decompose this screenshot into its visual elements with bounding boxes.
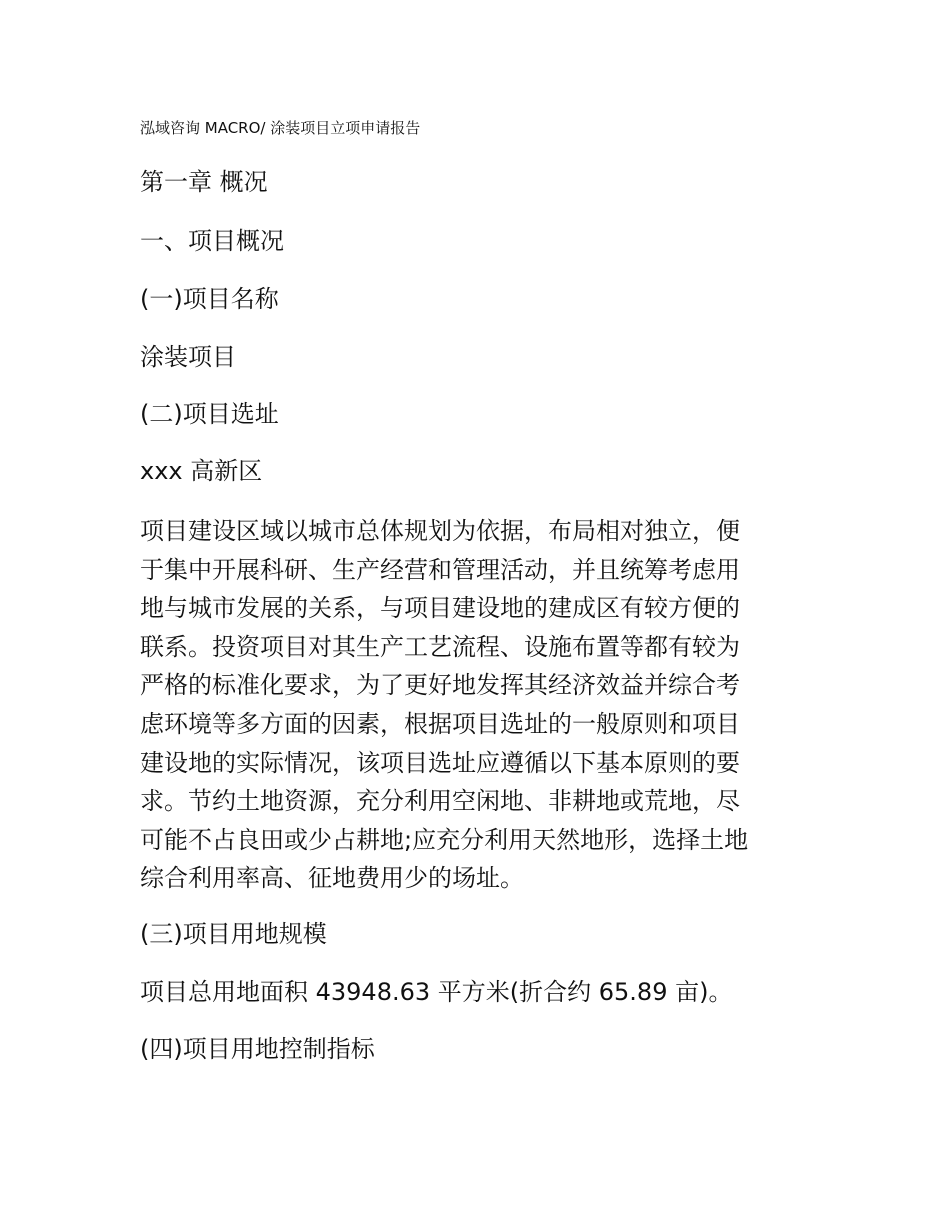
section-title: 一、项目概况 <box>140 227 284 255</box>
paragraph-line: 求。节约土地资源，充分利用空闲地、非耕地或荒地，尽 <box>140 787 740 816</box>
paragraph-line: 于集中开展科研、生产经营和管理活动，并且统筹考虑用 <box>140 555 740 584</box>
paragraph-line: 联系。投资项目对其生产工艺流程、设施布置等都有较为 <box>140 632 740 661</box>
subsection-heading-land-scale: (三)项目用地规模 <box>140 920 327 948</box>
paragraph-line: 地与城市发展的关系，与项目建设地的建成区有较方便的 <box>140 594 740 623</box>
location-paragraph <box>140 512 812 898</box>
subsection-heading-name: (一)项目名称 <box>140 285 279 313</box>
paragraph-line: 建设地的实际情况，该项目选址应遵循以下基本原则的要 <box>140 748 740 777</box>
paragraph-line: 严格的标准化要求，为了更好地发挥其经济效益并综合考 <box>140 671 740 700</box>
paragraph-line: 综合利用率高、征地费用少的场址。 <box>140 864 524 893</box>
paragraph-line: 虑环境等多方面的因素，根据项目选址的一般原则和项目 <box>140 709 740 738</box>
project-location: xxx 高新区 <box>140 457 263 485</box>
land-area-text: 项目总用地面积 43948.63 平方米(折合约 65.89 亩)。 <box>140 978 733 1006</box>
paragraph-line: 可能不占良田或少占耕地;应充分利用天然地形，选择土地 <box>140 825 749 854</box>
paragraph-line: 项目建设区域以城市总体规划为依据，布局相对独立，便 <box>140 517 740 545</box>
subsection-heading-location: (二)项目选址 <box>140 400 279 428</box>
chapter-title: 第一章 概况 <box>140 168 268 196</box>
project-name: 涂装项目 <box>140 343 236 371</box>
page-header: 泓域咨询 MACRO/ 涂装项目立项申请报告 <box>140 119 421 137</box>
subsection-heading-land-control: (四)项目用地控制指标 <box>140 1035 375 1063</box>
